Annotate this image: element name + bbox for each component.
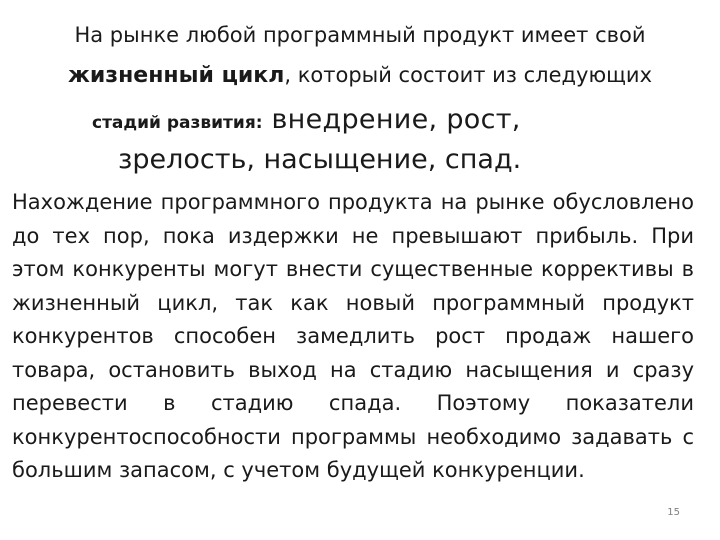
intro-line-2 [30,58,690,93]
stages-list-part-1: внедрение, рост, [262,104,530,135]
body-paragraph: Нахождение программного продукта на рынке обусловлено до тех пор, пока издержки не превышают прибыль. При этом конкуренты могут внести существенные коррективы в жизненный цикл, так как новый программный продукт конкурентов способен замедлить рост продаж нашего товара, остановить выход на стадию насыщения и сразу перевести в стадию спада. Поэтому показатели конкурентоспособности программы необходимо задавать с большим запасом, с учетом будущей конкуренции. [12,190,694,482]
stages-line-2 [118,140,678,180]
stages-colon: : [255,113,263,133]
intro-line-1 [30,20,690,50]
stages-line-1 [92,100,692,143]
stages-list-part-2: зрелость, насыщение, спад. [118,144,522,175]
intro-text: На рынке любой программный продукт имеет свой [74,23,646,47]
stages-label: стадий развития [92,113,256,133]
page-number: 15 [667,507,680,518]
lifecycle-term: жизненный цикл [68,63,285,88]
intro-continuation: , который состоит из следующих [284,63,652,87]
